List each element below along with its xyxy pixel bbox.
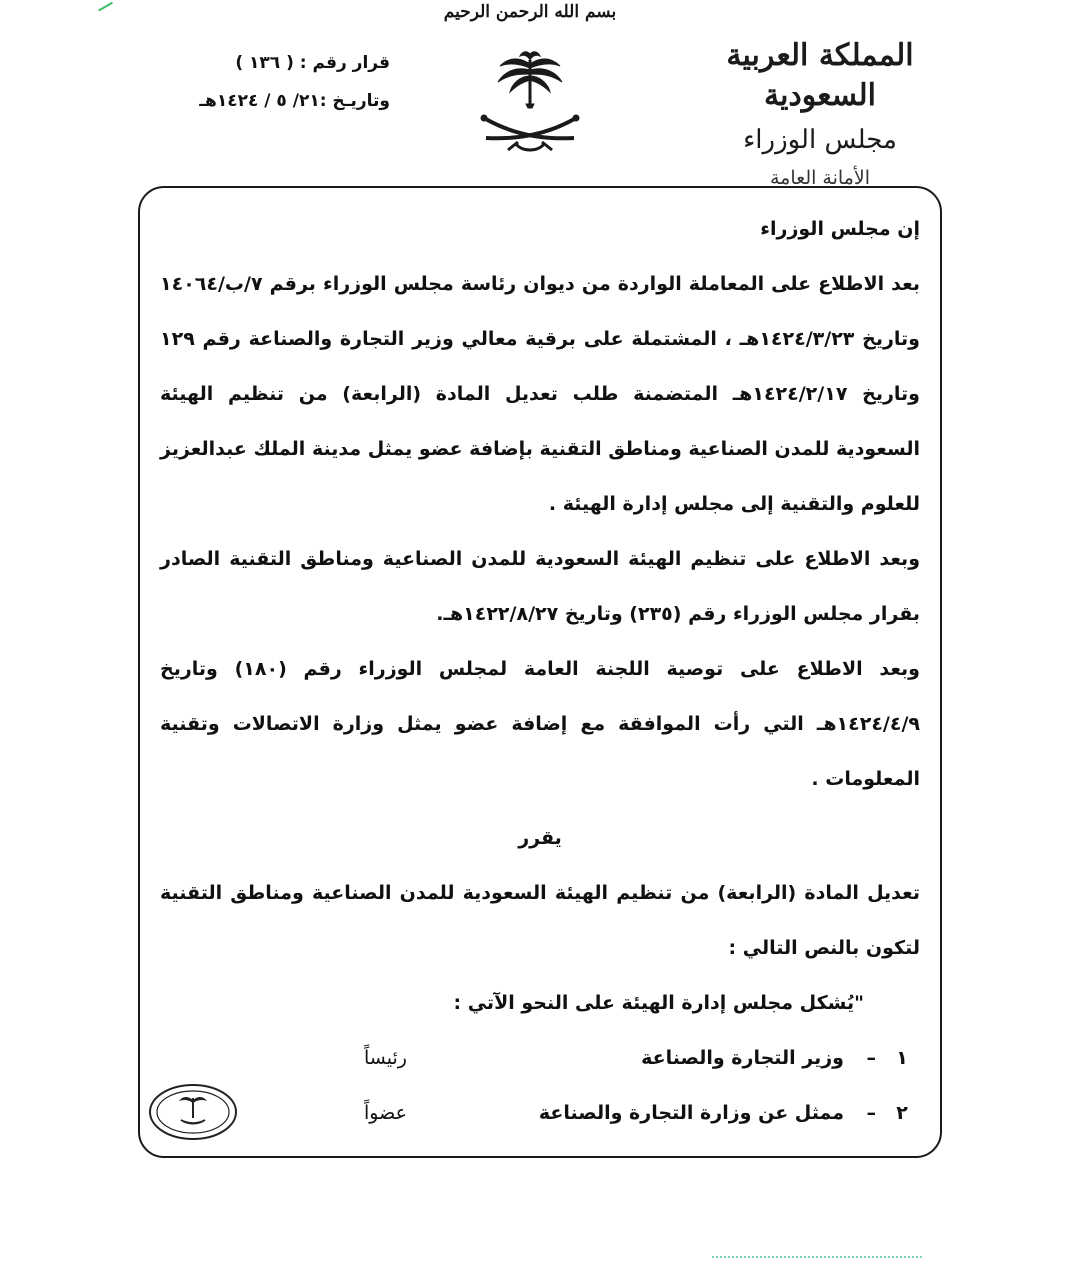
quoted-text: "يُشكل مجلس إدارة الهيئة على النحو الآتي : — [453, 992, 864, 1014]
decision-body — [160, 202, 920, 1141]
secretariat-name: الأمانة العامة — [770, 167, 870, 189]
list-item — [160, 1031, 920, 1086]
kingdom-name: المملكة العربية السعودية — [726, 38, 914, 113]
decision-number: قرار رقم : ( ١٣٦ ) — [235, 53, 390, 73]
list-item-number: ٢ — [896, 1102, 908, 1124]
list-item-role: رئيساً — [364, 1047, 407, 1069]
list-item-role: عضواً — [364, 1102, 407, 1124]
paragraph-2: وبعد الاطلاع على تنظيم الهيئة السعودية للمدن الصناعية ومناطق التقنية الصادر بقرار مجلس الوزراء رقم (٢٣٥) وتاريخ ١٤٢٢/٨/٢٧هـ. — [160, 548, 920, 625]
list-item-dash: – — [866, 1102, 876, 1124]
opening-line: إن مجلس الوزراء — [760, 218, 920, 240]
decision-reference — [140, 44, 390, 120]
list-item-number: ١ — [896, 1047, 908, 1069]
list-item-text: ممثل عن وزارة التجارة والصناعة — [538, 1102, 844, 1124]
council-name: مجلس الوزراء — [743, 125, 897, 155]
paragraph-3: وبعد الاطلاع على توصية اللجنة العامة لمجلس الوزراء رقم (١٨٠) وتاريخ ١٤٢٤/٤/٩هـ التي رأت الموافقة مع إضافة عضو يمثل وزارة الاتصالات وتقنية المعلومات . — [160, 658, 920, 790]
letterhead-issuer — [680, 36, 960, 192]
list-item-text: وزير التجارة والصناعة — [641, 1047, 844, 1069]
list-item-dash: – — [866, 1047, 876, 1069]
paragraph-4: تعديل المادة (الرابعة) من تنظيم الهيئة السعودية للمدن الصناعية ومناطق التقنية لتكون بالنص التالي : — [160, 882, 920, 959]
decision-body-frame — [138, 186, 942, 1158]
decides-heading: يقرر — [518, 827, 562, 849]
corner-mark — [95, 0, 113, 11]
saudi-emblem-icon — [478, 42, 582, 166]
decision-date: وتاريـخ :٢١/ ٥ / ١٤٢٤هـ — [199, 91, 390, 111]
paragraph-1: بعد الاطلاع على المعاملة الواردة من ديوان رئاسة مجلس الوزراء برقم ٧/ب/١٤٠٦٤ وتاريخ ١٤٢٤/٣/٢٣هـ ، المشتملة على برقية معالي وزير التجارة والصناعة رقم ١٢٩ وتاريخ ١٤٢٤/٢/١٧هـ المتضمنة طلب تعديل المادة (الرابعة) من تنظيم الهيئة السعودية للمدن الصناعية ومناطق التقنية بإضافة عضو يمثل مدينة الملك عبدالعزيز للعلوم والتقنية إلى مجلس إدارة الهيئة . — [160, 273, 920, 515]
footer-accent-line — [712, 1256, 922, 1264]
list-item — [160, 1086, 920, 1141]
official-seal-icon — [148, 1082, 238, 1142]
basmala: بسم الله الرحمن الرحيم — [443, 2, 617, 22]
